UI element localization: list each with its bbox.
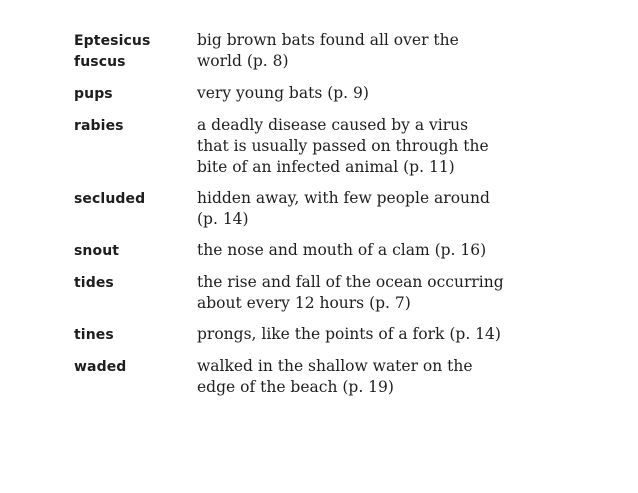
- glossary-term: rabies: [74, 118, 124, 134]
- glossary-entry: [74, 240, 514, 262]
- glossary-definition: walked in the shallow water on the edge of the beach (p. 19): [197, 357, 473, 396]
- entry-spacer: [74, 178, 514, 188]
- glossary-entry: [74, 188, 514, 230]
- entry-spacer: [74, 73, 514, 83]
- glossary-entry: [74, 324, 514, 346]
- glossary-term: waded: [74, 359, 127, 375]
- glossary-term: snout: [74, 243, 120, 259]
- glossary-term: Eptesicus fuscus: [74, 33, 151, 70]
- glossary-entry: [74, 115, 514, 178]
- glossary-entry: [74, 272, 514, 314]
- glossary-definition: big brown bats found all over the world (p. 8): [197, 31, 459, 70]
- glossary-entry: [74, 356, 514, 398]
- glossary-term: tines: [74, 327, 114, 343]
- glossary-term: pups: [74, 86, 113, 102]
- glossary-entry: [74, 30, 514, 73]
- glossary-definition: hidden away, with few people around (p. 14): [197, 189, 490, 228]
- glossary-list: [74, 30, 514, 398]
- glossary-definition: very young bats (p. 9): [197, 84, 369, 102]
- entry-spacer: [74, 262, 514, 272]
- glossary-entry: [74, 83, 514, 105]
- entry-spacer: [74, 105, 514, 115]
- entry-spacer: [74, 230, 514, 240]
- glossary-definition: the rise and fall of the ocean occurring about every 12 hours (p. 7): [197, 273, 504, 312]
- glossary-term: tides: [74, 275, 114, 291]
- glossary-definition: a deadly disease caused by a virus that is usually passed on through the bite of an infected animal (p. 11): [197, 116, 489, 176]
- entry-spacer: [74, 314, 514, 324]
- glossary-term: secluded: [74, 191, 146, 207]
- entry-spacer: [74, 346, 514, 356]
- glossary-definition: the nose and mouth of a clam (p. 16): [197, 241, 487, 259]
- glossary-definition: prongs, like the points of a fork (p. 14): [197, 325, 501, 343]
